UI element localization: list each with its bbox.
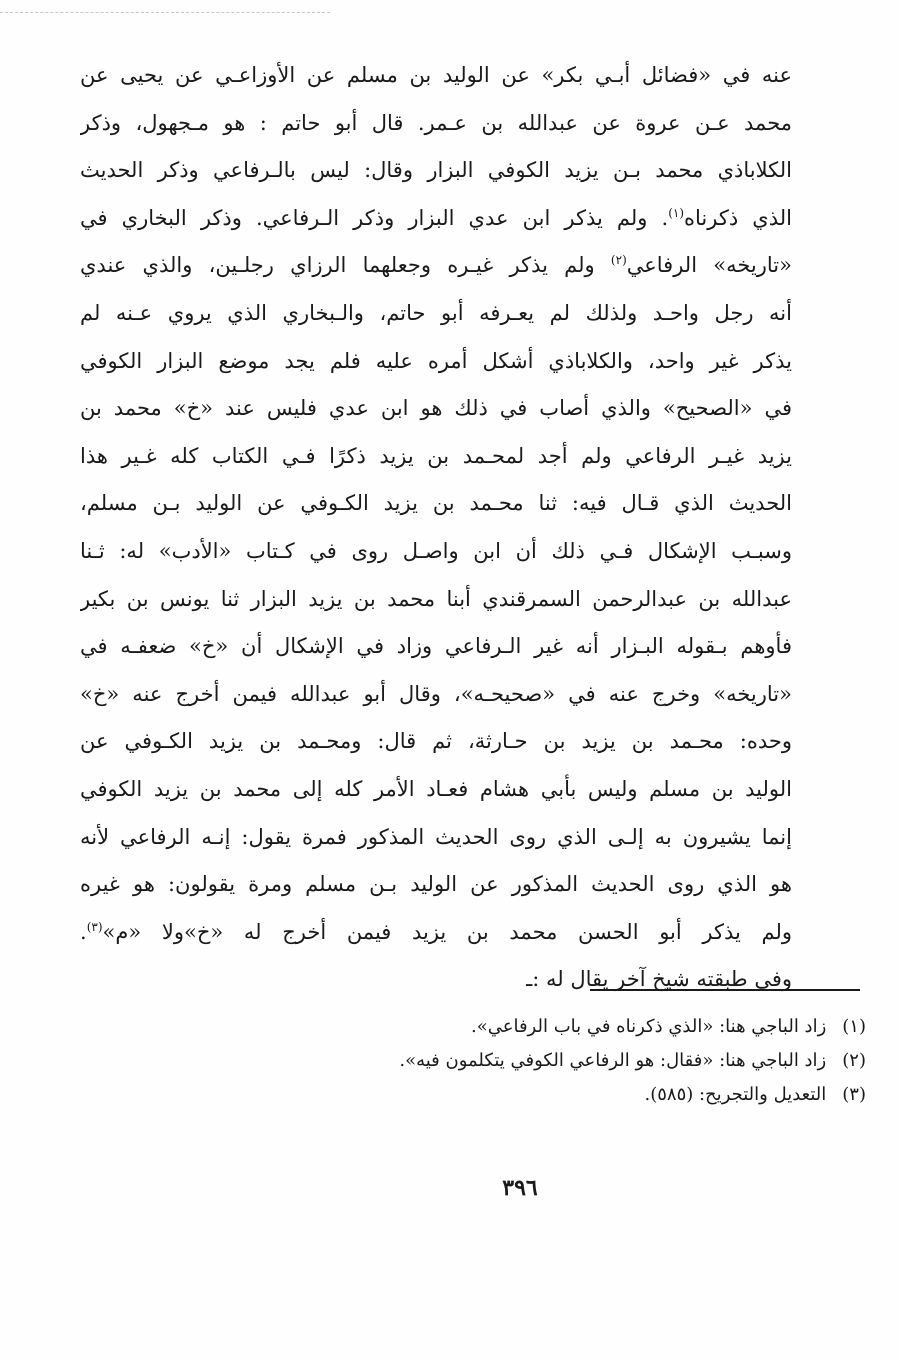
footnote-number: (١): [842, 1016, 866, 1037]
text-line: [80, 195, 792, 243]
text-line: يذكر غير واحد، والكلاباذي أشكل أمره عليه فلم يجد موضع البزار الكوفي: [80, 348, 792, 373]
footnote-1: [300, 1010, 866, 1044]
text-segment: الذي ذكرناه: [684, 205, 792, 230]
text-line: في «الصحيح» والذي أصاب في ذلك هو ابن عدي فليس عند «خ» محمد بن: [80, 396, 792, 421]
text-line: وسبـب الإشكال فـي ذلك أن ابن واصـل روى في كـتاب «الأدب» له: ثـنا: [80, 538, 792, 563]
page-number: ٣٩٦: [502, 1175, 538, 1201]
footnote-text: التعديل والتجريح: (٥٨٥).: [644, 1084, 827, 1105]
text-line: أنه رجل واحـد ولذلك لم يعـرفه أبو حاتم، والـبخاري الذي يروي عـنه لم: [80, 300, 792, 325]
footnote-2: [300, 1044, 866, 1078]
text-segment: «تاريخه» الرفاعي: [626, 253, 792, 278]
footnote-number: (٢): [842, 1050, 866, 1071]
text-line: عبدالله بن عبدالرحمن السمرقندي أبنا محمد بن يزيد البزار ثنا يونس بن بكير: [80, 586, 792, 611]
footnote-text: زاد الباجي هنا: «الذي ذكرناه في باب الرفاعي».: [470, 1016, 827, 1037]
text-segment: ولم يذكر غيـره وجعلهما الرزاي رجلـين، والذي عندي: [80, 253, 611, 278]
text-segment: ولم يذكر أبو الحسن محمد بن يزيد فيمن أخرج له «خ»ولا «م»: [102, 919, 792, 944]
footnote-number: (٣): [842, 1084, 866, 1105]
text-line: وحده: محـمد بن يزيد بن حـارثة، ثم قال: ومحـمد بن يزيد الكـوفي عن: [80, 729, 792, 754]
text-line: هو الذي روى الحديث المذكور عن الوليد بـن مسلم ومرة يقولون: هو غيره: [80, 872, 792, 897]
footnote-ref-3: (٣): [86, 919, 103, 934]
text-line: «تاريخه» وخرج عنه في «صحيحـه»، وقال أبو عبدالله فيمن أخرج عنه «خ»: [80, 681, 792, 706]
text-line: عنه في «فضائل أبـي بكر» عن الوليد بن مسلم عن الأوزاعـي عن يحيى عن: [80, 63, 792, 87]
text-line: فأوهم بـقوله البـزار أنه غير الـرفاعي وزاد في الإشكال أن «خ» ضعفـه في: [80, 634, 792, 659]
text-line: [80, 909, 792, 957]
text-line: الوليد بن مسلم وليس بأبي هشام فعـاد الأمر كله إلى محمد بن يزيد الكوفي: [80, 776, 792, 801]
footnote-text: زاد الباجي هنا: «فقال: هو الرفاعي الكوفي يتكلمون فيه».: [399, 1050, 827, 1071]
text-line: إنما يشيرون به إلـى الذي روى الحديث المذكور فمرة يقول: إنـه الرفاعي لأنه: [80, 824, 792, 849]
footnote-separator: [590, 989, 860, 991]
scan-edge-line: [0, 12, 330, 13]
text-line: [80, 242, 792, 290]
main-text: [80, 52, 792, 1004]
footnote-ref-1: (١): [668, 205, 685, 220]
footnote-ref-2: (٢): [610, 253, 627, 268]
text-segment: . ولم يذكر ابن عدي البزار وذكر الـرفاعي. وذكر البخاري في: [80, 205, 669, 230]
footnotes: [300, 1010, 866, 1112]
text-line: الكلاباذي محمد بـن يزيد الكوفي البزار وقال: ليس بالـرفاعي وذكر الحديث: [80, 158, 792, 183]
footnote-3: [300, 1078, 866, 1112]
text-line: محمد عـن عروة عن عبدالله بن عـمر. قال أبو حاتم : هو مـجهول، وذكر: [80, 110, 792, 135]
text-line: يزيد غيـر الرفاعي ولم أجد لمحـمد بن يزيد ذكرًا فـي الكتاب كله غـير هذا: [80, 443, 792, 468]
text-segment: .: [80, 919, 87, 944]
text-line: الحديث الذي قـال فيه: ثنا محـمد بن يزيد الكـوفي عن الوليد بـن مسلم،: [80, 491, 792, 516]
text-line: وفي طبقته شيخ آخر يقال له :ـ: [526, 967, 792, 992]
